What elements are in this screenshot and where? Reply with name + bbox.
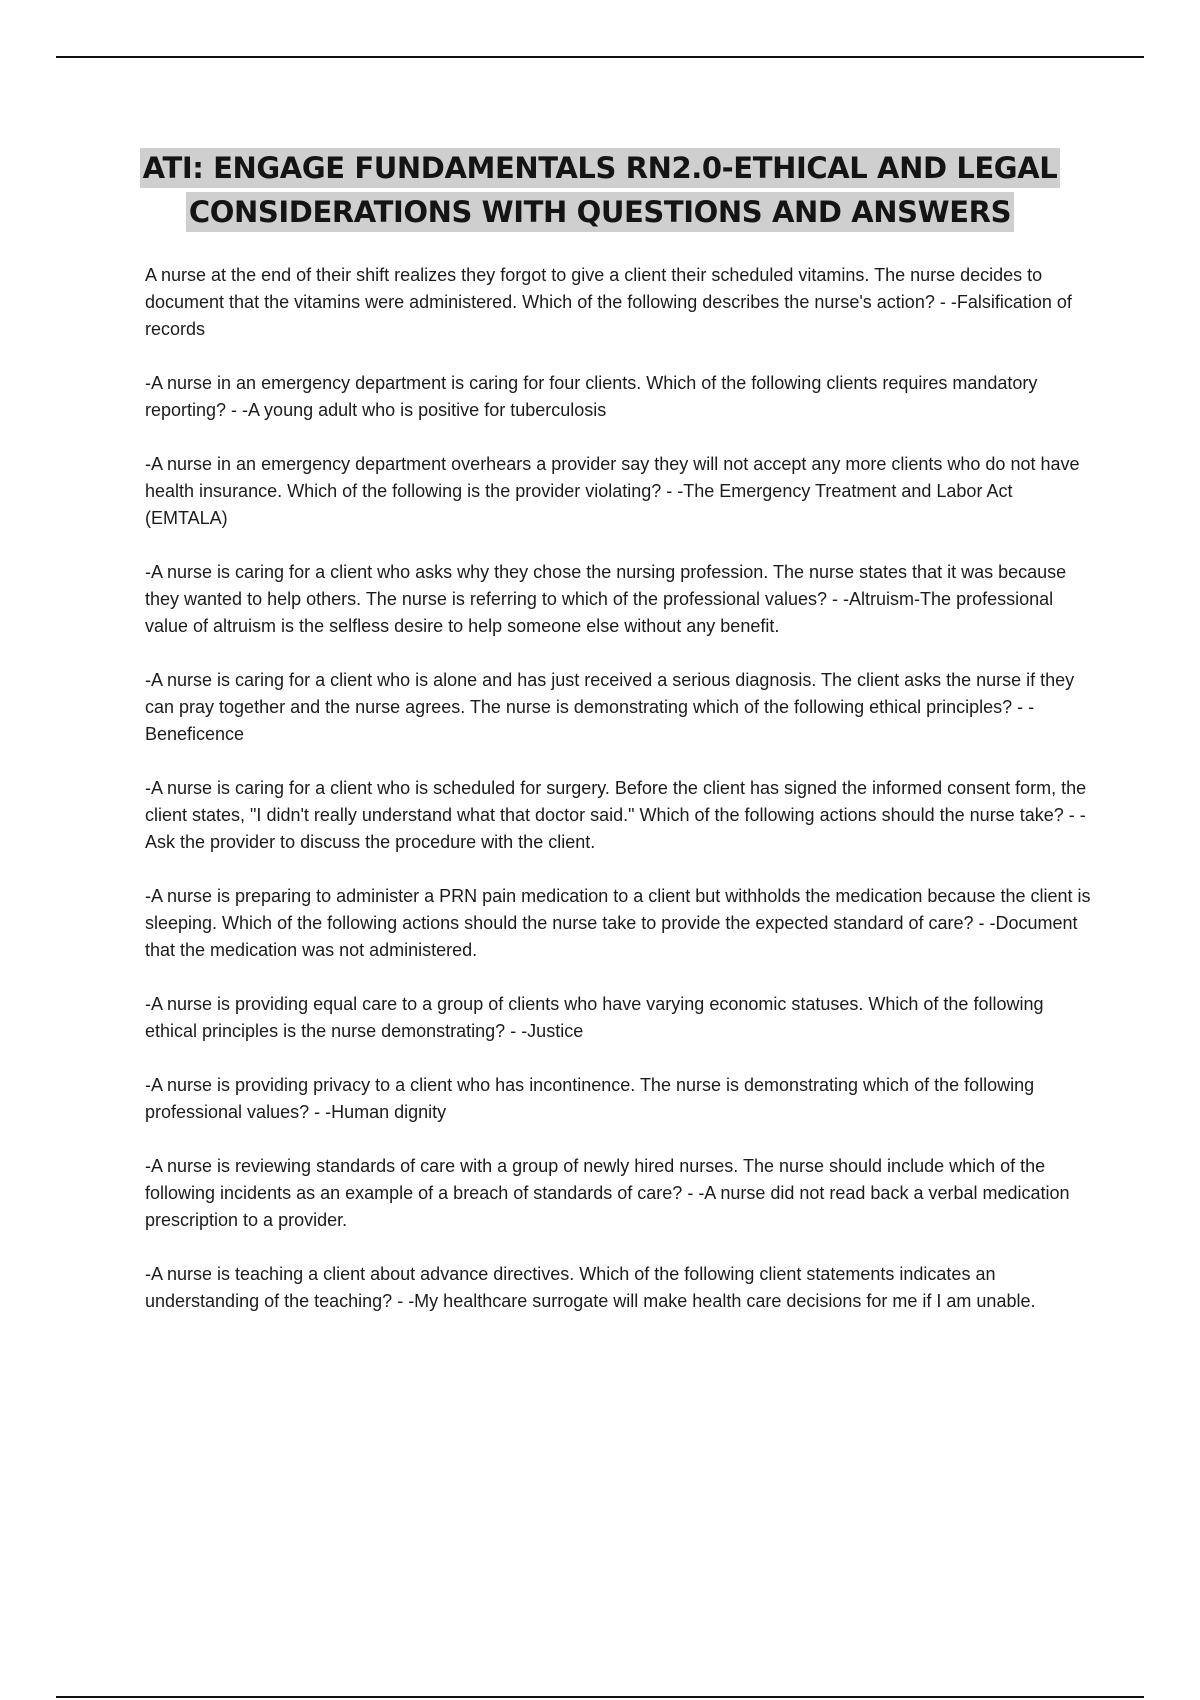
title-line-1: ATI: ENGAGE FUNDAMENTALS RN2.0-ETHICAL AND LEGAL	[140, 148, 1061, 188]
document-title	[0, 148, 1200, 236]
question-answer-list	[145, 262, 1091, 1342]
qa-item: -A nurse is teaching a client about advance directives. Which of the following client statements indicates an understanding of the teaching? - -My healthcare surrogate will make health care decisions for me if I am unable.	[145, 1264, 1036, 1311]
qa-item: -A nurse is providing equal care to a group of clients who have varying economic statuses. Which of the following ethical principles is the nurse demonstrating? - -Justice	[145, 994, 1044, 1041]
qa-item: -A nurse is preparing to administer a PRN pain medication to a client but withholds the medication because the client is sleeping. Which of the following actions should the nurse take to provide the expected standard of care? - -Document that the medication was not administered.	[145, 886, 1091, 960]
top-divider	[56, 56, 1144, 58]
qa-item: A nurse at the end of their shift realizes they forgot to give a client their scheduled vitamins. The nurse decides to document that the vitamins were administered. Which of the following describes the nurse's action? - -Falsification of records	[145, 265, 1072, 339]
qa-item: -A nurse is providing privacy to a client who has incontinence. The nurse is demonstrating which of the following professional values? - -Human dignity	[145, 1075, 1035, 1122]
qa-item: -A nurse is caring for a client who is scheduled for surgery. Before the client has signed the informed consent form, the client states, "I didn't really understand what that doctor said." Which of the following actions should the nurse take? - -Ask the provider to discuss the procedure with the client.	[145, 778, 1087, 852]
bottom-divider	[56, 1696, 1144, 1698]
qa-item: -A nurse is reviewing standards of care with a group of newly hired nurses. The nurse should include which of the following incidents as an example of a breach of standards of care? - -A nurse did not read back a verbal medication prescription to a provider.	[145, 1156, 1070, 1230]
qa-item: -A nurse in an emergency department is caring for four clients. Which of the following clients requires mandatory reporting? - -A young adult who is positive for tuberculosis	[145, 373, 1038, 420]
qa-item: -A nurse in an emergency department overhears a provider say they will not accept any more clients who do not have health insurance. Which of the following is the provider violating? - -The Emergency Treatment and Labor Act (EMTALA)	[145, 454, 1080, 528]
qa-item: -A nurse is caring for a client who asks why they chose the nursing profession. The nurse states that it was because they wanted to help others. The nurse is referring to which of the professional values? - -Altruism-The professional value of altruism is the selfless desire to help someone else without any benefit.	[145, 562, 1067, 636]
qa-item: -A nurse is caring for a client who is alone and has just received a serious diagnosis. The client asks the nurse if they can pray together and the nurse agrees. The nurse is demonstrating which of the following ethical principles? - -Beneficence	[145, 670, 1075, 744]
title-line-2: CONSIDERATIONS WITH QUESTIONS AND ANSWERS	[186, 192, 1014, 232]
